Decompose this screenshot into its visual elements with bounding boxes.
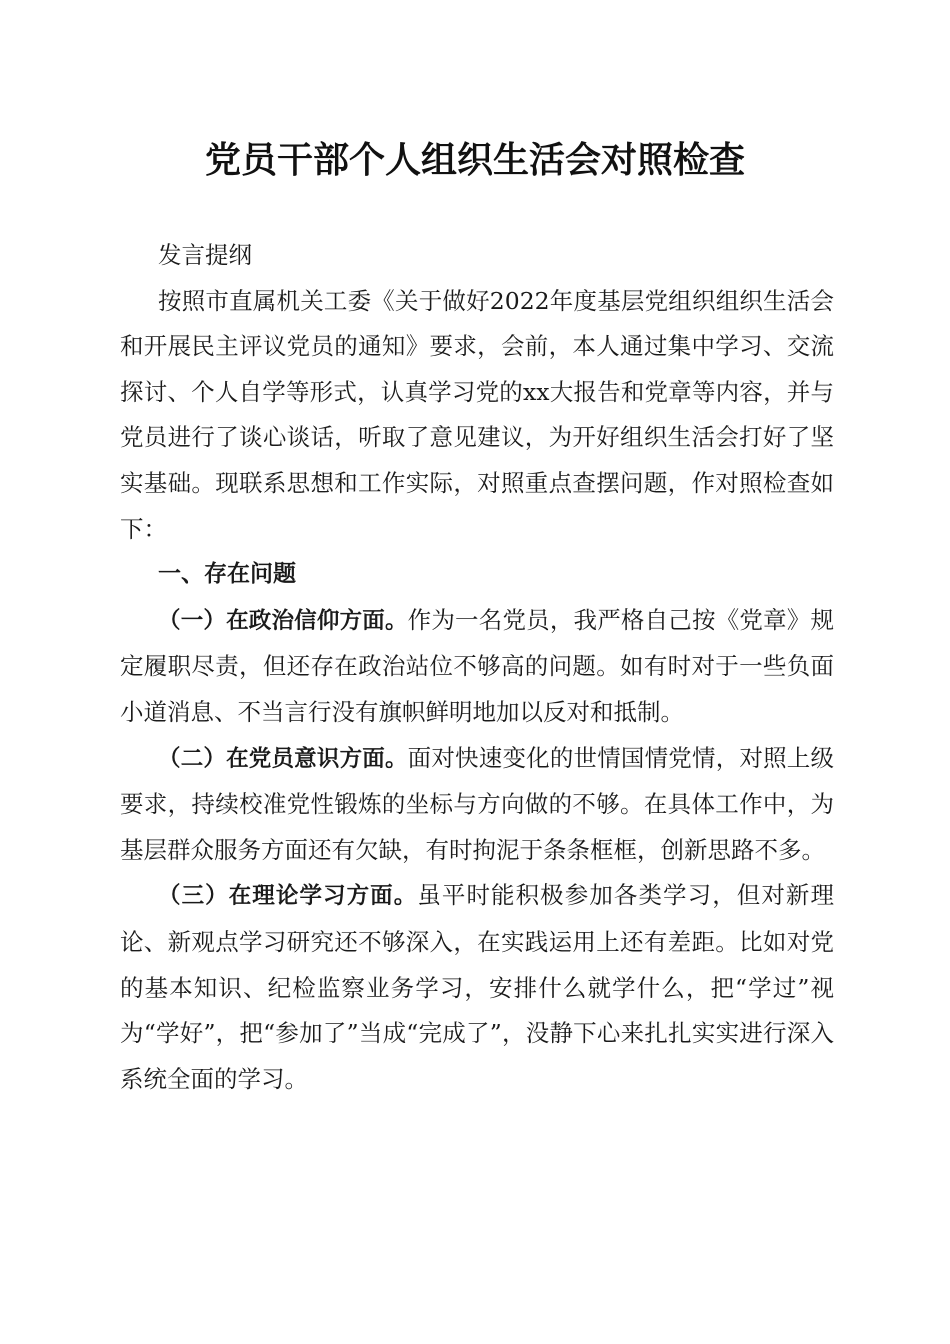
item-lead: （二）在党员意识方面。 <box>158 745 408 772</box>
item-paragraph-political-belief <box>120 598 834 736</box>
item-text: 作为一名党员，我严格自己按《党章》规定履职尽责，但还存在政治站位不够高的问题。如有时对于一些负面小道消息、不当言行没有旗帜鲜明地加以反对和抵制。 <box>120 605 834 726</box>
item-lead: （一）在政治信仰方面。 <box>158 607 408 634</box>
document-title: 党员干部个人组织生活会对照检查 <box>204 139 745 181</box>
section-heading-problems: 一、存在问题 <box>158 561 296 588</box>
item-text: 虽平时能积极参加各类学习，但对新理论、新观点学习研究还不够深入，在实践运用上还有差距。比如对党的基本知识、纪检监察业务学习，安排什么就学什么，把“学过”视为“学好”，把“参加了”当成“完成了”，没静下心来扎扎实实进行深入系统全面的学习。 <box>120 881 834 1093</box>
item-lead: （三）在理论学习方面。 <box>158 883 418 910</box>
intro-paragraph: 按照市直属机关工委《关于做好2022年度基层党组织组织生活会和开展民主评议党员的通知》要求，会前，本人通过集中学习、交流探讨、个人自学等形式，认真学习党的xx大报告和党章等内容，并与党员进行了谈心谈话，听取了意见建议，为开好组织生活会打好了坚实基础。现联系思想和工作实际，对照重点查摆问题，作对照检查如下： <box>120 286 834 543</box>
item-paragraph-party-awareness <box>120 736 834 874</box>
document-body <box>120 233 834 1102</box>
document-subtitle: 发言提纲 <box>158 241 252 269</box>
item-paragraph-theory-study <box>120 873 834 1102</box>
item-text: 面对快速变化的世情国情党情，对照上级要求，持续校准党性锻炼的坐标与方向做的不够。在具体工作中，为基层群众服务方面还有欠缺，有时拘泥于条条框框，创新思路不多。 <box>120 743 834 864</box>
